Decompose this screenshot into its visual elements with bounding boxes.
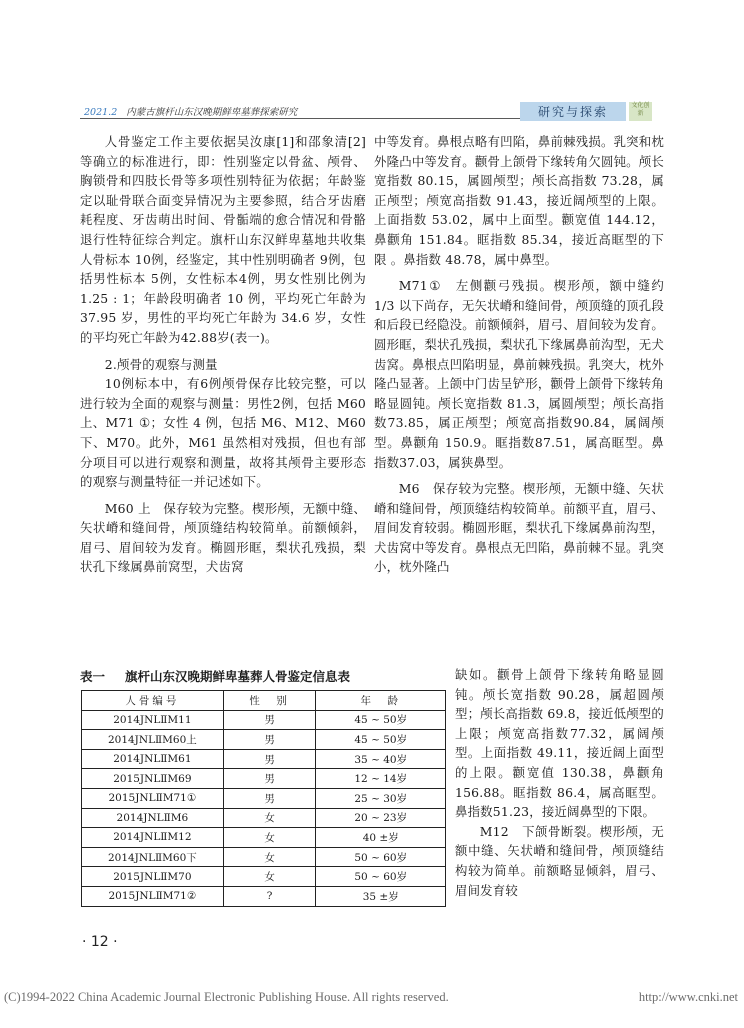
cell-sex: 男 (223, 710, 316, 730)
cell-id: 2015JNLⅡM71② (82, 886, 224, 906)
running-header (84, 104, 504, 118)
table-caption (80, 667, 450, 685)
paragraph-m60-continued: 中等发育。鼻根点略有凹陷，鼻前棘残损。乳突和枕外隆凸中等发育。颧骨上颌骨下缘转角欠圆钝。颅长宽指数 80.15，属圆颅型；颅长高指数 73.28，属正颅型；颅宽高指数 91.43，接近阔颅型的上限。上面指数 53.02，属中上面型。颧宽值 144.12，鼻颧角 151.84。眶指数 85.34，接近高眶型的下限 。鼻指数 48.78，属中鼻型。 (374, 134, 664, 267)
table-header-row (82, 691, 446, 711)
table-row (82, 769, 446, 789)
right-column-top (374, 132, 664, 577)
column-header-sex: 性 别 (223, 691, 316, 711)
table-row (82, 847, 446, 867)
table-row (82, 730, 446, 750)
paragraph-m12: M12 下颌骨断裂。楔形颅，无额中缝、矢状嵴和缝间骨，颅顶缝结构较为简单。前额略显倾斜，眉弓、眉间发育较 (455, 823, 664, 898)
table-row (82, 808, 446, 828)
cell-age: 40 ±岁 (316, 828, 446, 848)
column-header-age: 年 龄 (316, 691, 446, 711)
cell-age: 45 ~ 50岁 (316, 730, 446, 750)
paragraph-m71-1: M71① 左侧颧弓残损。楔形颅，额中缝约 1/3 以下尚存，无矢状嵴和缝间骨，颅顶缝的顶孔段和后段已经隐没。前额倾斜，眉弓、眉间较为发育。圆形眶，梨状孔残损，梨状孔下缘属鼻前沟型，无犬齿窝。鼻根点凹陷明显，鼻前棘残损。乳突大，枕外隆凸显著。上颌中门齿呈铲形，颧骨上颌骨下缘转角略显圆钝。颅长宽指数 81.3，属圆颅型；颅长高指数73.85，属正颅型；颅宽高指数90.84，属阔颅型。鼻颧角 150.9。眶指数87.51，属高眶型。鼻指数37.03，属狭鼻型。 (374, 278, 664, 470)
table-row (82, 867, 446, 887)
bone-identification-table (81, 690, 446, 907)
cell-age: 45 ~ 50岁 (316, 710, 446, 730)
cell-id: 2015JNLⅡM69 (82, 769, 224, 789)
paragraph-m60-upper: M60 上 保存较为完整。楔形颅，无额中缝、矢状嵴和缝间骨，颅顶缝结构较简单。前额倾斜，眉弓、眉间较为发育。椭圆形眶，梨状孔残损，梨状孔下缘属鼻前窝型，犬齿窝 (80, 500, 366, 575)
paragraph-m6: M6 保存较为完整。楔形颅，无额中缝、矢状嵴和缝间骨，颅顶缝结构较简单。前额平直，眉弓、眉间发育较弱。椭圆形眶，梨状孔下缘属鼻前沟型，犬齿窝中等发育。鼻根点无凹陷，鼻前棘不显。乳突小，枕外隆凸 (374, 481, 664, 575)
cell-age: 35 ~ 40岁 (316, 749, 446, 769)
right-column-bottom (455, 665, 664, 900)
journal-logo: 文化创新 (629, 102, 652, 121)
cell-age: 50 ~ 60岁 (316, 847, 446, 867)
cell-sex: 男 (223, 769, 316, 789)
cell-sex: 女 (223, 828, 316, 848)
table-row (82, 788, 446, 808)
cell-sex: 男 (223, 749, 316, 769)
copyright-footer (4, 990, 740, 1005)
cell-age: 25 ~ 30岁 (316, 788, 446, 808)
column-header-id: 人骨编号 (82, 691, 224, 711)
paragraph-m6-continued: 缺如。颧骨上颌骨下缘转角略显圆钝。颅长宽指数 90.28，属超圆颅型；颅长高指数 69.8，接近低颅型的上限；颅宽高指数77.32，属阔颅型。上面指数 49.11，接近阔上面型的上限。颧宽值 130.38，鼻颧角 156.88。眶指数 86.4，属高眶型。鼻指数51.23，接近阔鼻型的下限。 (455, 667, 664, 820)
table-row (82, 828, 446, 848)
table-title: 旗杆山东汉晚期鲜卑墓葬人骨鉴定信息表 (125, 669, 351, 684)
cell-sex: 女 (223, 847, 316, 867)
running-title: 内蒙古旗杆山东汉晚期鲜卑墓葬探索研究 (126, 107, 298, 118)
cell-sex: 男 (223, 730, 316, 750)
cell-id: 2015JNLⅡM71① (82, 788, 224, 808)
cell-id: 2014JNLⅡM61 (82, 749, 224, 769)
cnki-link[interactable]: http://www.cnki.net (638, 990, 738, 1004)
section-heading-skull: 2.颅骨的观察与测量 (104, 356, 218, 372)
cell-age: 12 ~ 14岁 (316, 769, 446, 789)
cell-sex: ? (223, 886, 316, 906)
cell-id: 2014JNLⅡM11 (82, 710, 224, 730)
cell-id: 2014JNLⅡM60上 (82, 730, 224, 750)
cell-age: 35 ±岁 (316, 886, 446, 906)
cell-age: 50 ~ 60岁 (316, 867, 446, 887)
table-row (82, 886, 446, 906)
cell-sex: 女 (223, 867, 316, 887)
table-row (82, 749, 446, 769)
table-row (82, 710, 446, 730)
cell-sex: 男 (223, 788, 316, 808)
cell-id: 2015JNLⅡM70 (82, 867, 224, 887)
section-tag: 研究与探索 (520, 102, 626, 121)
left-column (80, 132, 366, 577)
paragraph-skull-overview: 10例标本中，有6例颅骨保存比较完整，可以进行较为全面的观察与测量：男性2例，包括 M60 上、M71 ①；女性 4 例，包括 M6、M12、M60 下、M70。此外，M61 虽然相对残损，但也有部分项目可以进行观察和测量，故将其颅骨主要形态的观察与测量特征一并记述如下。 (80, 376, 366, 490)
copyright-notice: (C)1994-2022 China Academic Journal Electronic Publishing House. All rights reserved. (4, 990, 449, 1004)
cell-id: 2014JNLⅡM12 (82, 828, 224, 848)
cell-id: 2014JNLⅡM60下 (82, 847, 224, 867)
paragraph-identification-method: 人骨鉴定工作主要依据吴汝康[1]和邵象清[2] 等确立的标准进行，即：性别鉴定以骨盆、颅骨、胸锁骨和四肢长骨等多项性别特征为依据；年龄鉴定以耻骨联合面变异情况为主要参照，结合牙齿磨耗程度、牙齿萌出时间、骨骺端的愈合情况和骨骼退行性特征综合判定。旗杆山东汉鲜卑墓地共收集人骨标本 10例，经鉴定，其中性别明确者 9例，包括男性标本 5例，女性标本4例，男女性别比例为 1.25 : 1；年龄段明确者 10 例，平均死亡年龄为 37.95 岁，男性的平均死亡年龄为 34.6 岁，女性的平均死亡年龄为42.88岁(表一)。 (80, 134, 366, 345)
cell-sex: 女 (223, 808, 316, 828)
page-number: · 12 · (82, 934, 118, 950)
cell-id: 2014JNLⅡM6 (82, 808, 224, 828)
table-label: 表一 (80, 669, 106, 684)
cell-age: 20 ~ 23岁 (316, 808, 446, 828)
issue-number: 2021.2 (84, 107, 118, 118)
header-rule (80, 118, 536, 119)
